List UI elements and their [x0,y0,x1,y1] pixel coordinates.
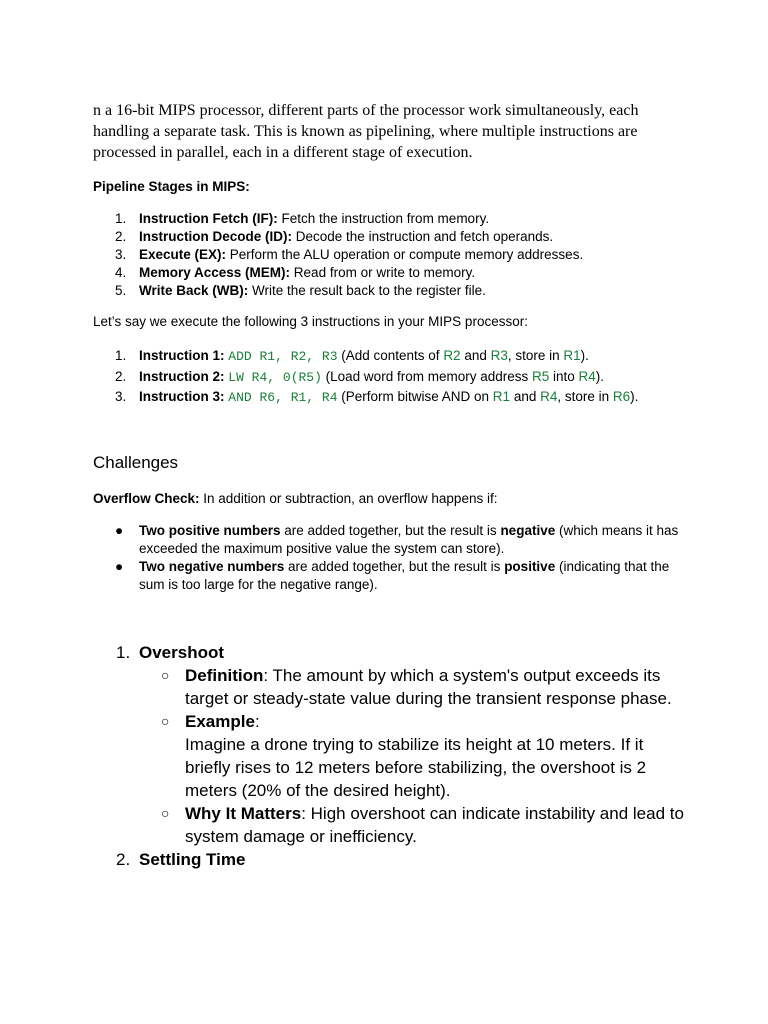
list-item [93,641,693,848]
circle-bullet-icon: ○ [161,713,170,729]
term-title: Settling Time [139,850,246,869]
pipeline-heading: Pipeline Stages in MIPS: [93,179,250,194]
overflow-label: Overflow Check: [93,491,200,506]
sub-list-item [139,710,693,802]
bold-text: Two negative numbers [139,559,285,574]
code-snippet: ADD R1, R2, R3 [228,349,338,364]
list-item [93,367,638,388]
text: are added together, but the result is [280,523,501,538]
overflow-paragraph [93,491,497,506]
register: R4 [540,389,558,404]
code-snippet: LW R4, 0(R5) [228,369,322,385]
list-item [93,346,638,367]
register: R4 [578,368,596,384]
list-number: 4. [115,265,127,280]
list-item [93,246,583,264]
list-number: 2. [115,368,127,384]
list-item [93,282,583,300]
stage-desc: Perform the ALU operation or compute memory addresses. [226,247,584,262]
pipeline-stages-list [93,210,583,300]
bullet-icon: ● [115,559,124,574]
list-number: 3. [115,247,127,262]
sub-list-item [139,664,693,710]
sub-label: Example [185,712,255,731]
list-item [93,522,683,558]
stage-desc: Read from or write to memory. [290,265,476,280]
register: R1 [563,348,581,363]
register: R3 [490,348,508,363]
list-number: 1. [115,211,127,226]
register: R2 [443,348,461,363]
sub-label: Why It Matters [185,804,302,823]
list-item [93,210,583,228]
instruction-label: Instruction 3: [139,389,225,404]
stage-title: Instruction Decode (ID): [139,229,293,244]
text: (Add contents of [337,348,444,363]
sub-text: : [254,712,260,731]
text: , store in [507,348,564,363]
stage-title: Execute (EX): [139,247,227,262]
text: and [510,389,541,404]
text: are added together, but the result is [284,559,505,574]
instruction-label: Instruction 1: [139,348,225,363]
bold-text: Two positive numbers [139,523,281,538]
circle-bullet-icon: ○ [161,667,170,683]
list-number: 5. [115,283,127,298]
list-number: 1. [115,348,127,363]
list-item [93,264,583,282]
list-item [93,848,693,871]
stage-desc: Write the result back to the register file. [248,283,486,298]
term-title: Overshoot [139,643,225,662]
bold-text: positive [504,559,556,574]
text: ). [595,368,605,384]
text: ). [580,348,589,363]
sub-text: : The amount by which a system's output exceeds its target or steady-state value during the transient response phase. [185,666,672,708]
bold-text: negative [500,523,556,538]
overflow-text: In addition or subtraction, an overflow happens if: [199,491,498,506]
sub-text: : High overshoot can indicate instability and lead to system damage or inefficiency. [185,804,684,846]
stage-title: Instruction Fetch (IF): [139,211,278,226]
sub-list [139,664,693,848]
instructions-list [93,346,638,408]
list-item [93,558,683,594]
list-item [93,387,638,408]
sub-text: Imagine a drone trying to stabilize its height at 10 meters. If it briefly rises to 12 meters before stabilizing, the overshoot is 2 meters (20% of the desired height). [185,735,647,800]
list-item [93,228,583,246]
text: (Load word from memory address [321,368,532,384]
text: (which means it has exceeded the maximum positive value the system can store). [139,523,679,556]
stage-desc: Fetch the instruction from memory. [277,211,490,226]
text: , store in [557,389,613,404]
register: R6 [612,389,631,404]
challenges-heading: Challenges [93,453,179,472]
text: and [460,348,491,363]
stage-title: Write Back (WB): [139,283,249,298]
register: R5 [531,368,550,384]
register: R1 [492,389,511,404]
list-number: 2. [115,229,127,244]
bullet-icon: ● [115,523,124,538]
sub-label: Definition [185,666,264,685]
text: (indicating that the sum is too large for the negative range). [139,559,670,592]
lets-say-paragraph: Let’s say we execute the following 3 instructions in your MIPS processor: [93,314,528,329]
text: (Perform bitwise AND on [337,389,493,404]
text: ). [630,389,639,404]
list-number: 1. [116,643,131,662]
sub-list-item [139,802,693,848]
list-number: 2. [116,850,131,869]
code-snippet: AND R6, R1, R4 [228,390,338,405]
circle-bullet-icon: ○ [161,805,170,821]
stage-desc: Decode the instruction and fetch operands. [292,229,554,244]
terms-list [93,641,693,871]
overflow-bullets [93,522,683,594]
instruction-label: Instruction 2: [139,368,225,384]
intro-paragraph: n a 16-bit MIPS processor, different parts of the processor work simultaneously, each handling a separate task. This is known as pipelining, where multiple instructions are processed in parallel, each in a different stage of execution. [93,102,639,161]
text: into [549,368,579,384]
stage-title: Memory Access (MEM): [139,265,291,280]
list-number: 3. [115,389,127,404]
